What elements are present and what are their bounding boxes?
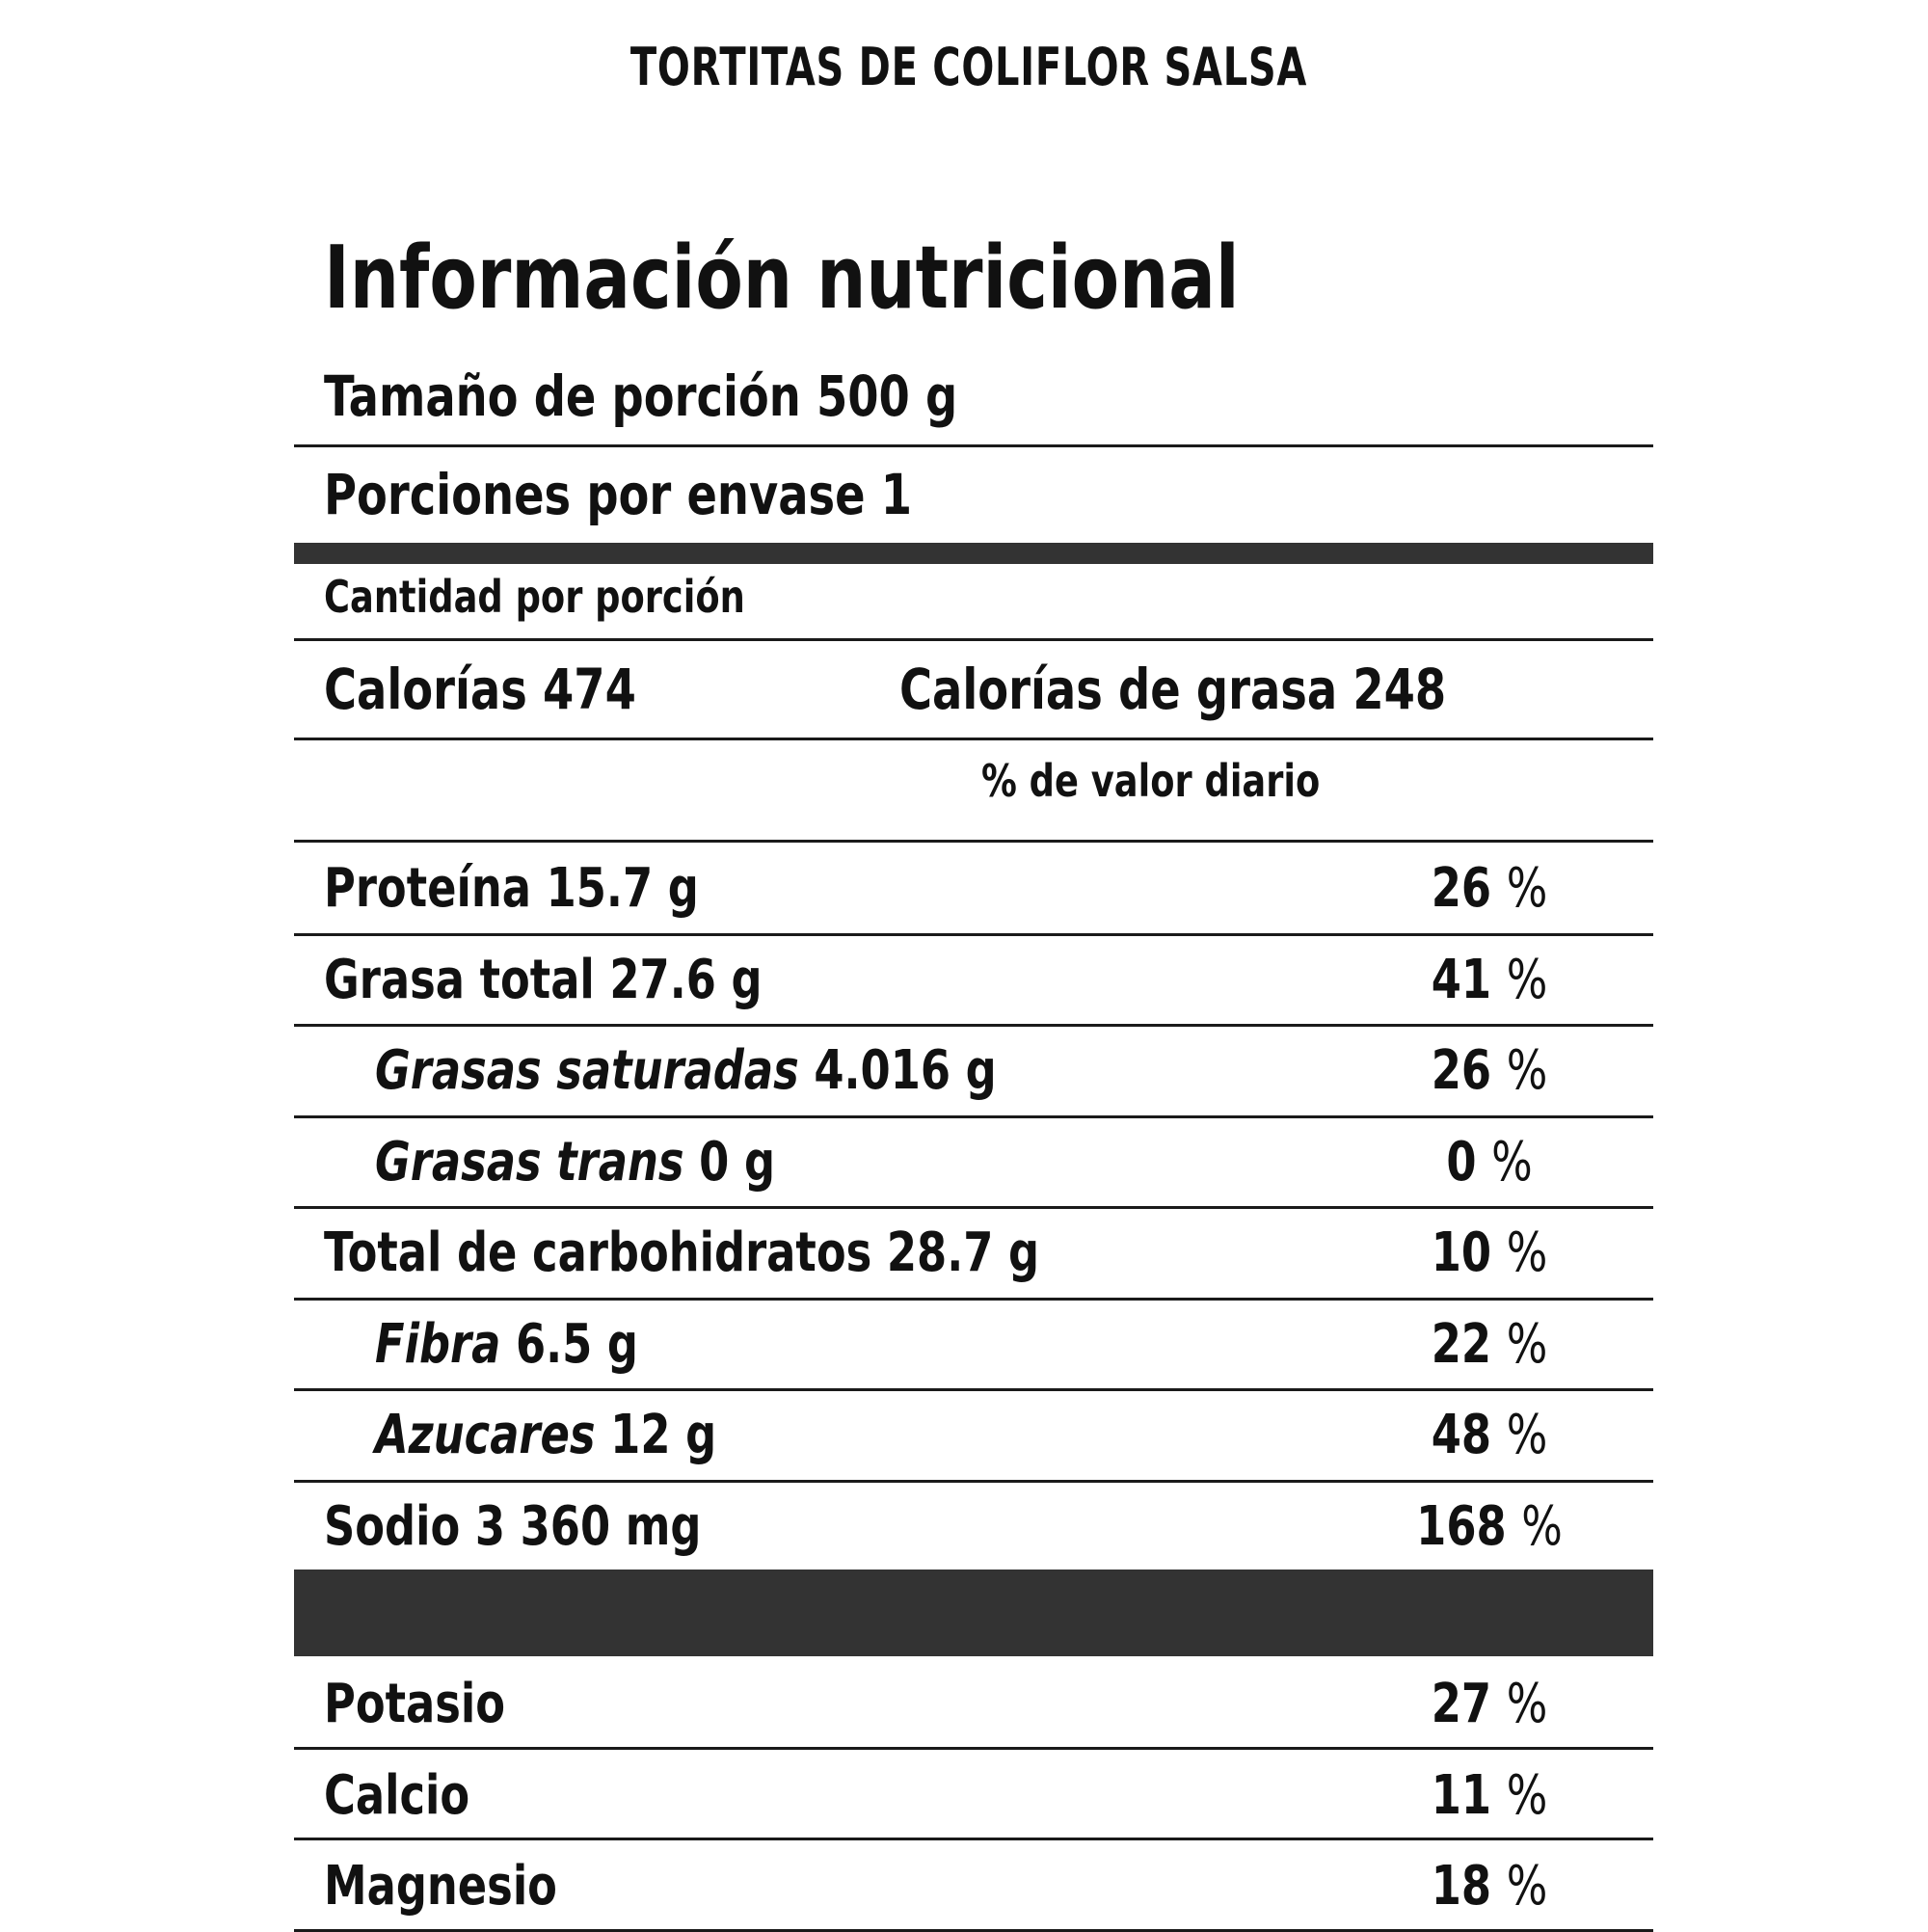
percent-sign: % [1506, 1855, 1548, 1918]
percent-sign: % [1506, 1404, 1548, 1466]
nutrient-name: Grasa total [324, 948, 595, 1011]
divider [294, 1115, 1653, 1118]
percent-sign: % [1506, 1221, 1548, 1284]
percent-value: 48 [1431, 1404, 1492, 1466]
nutrient-amount: 28.7 [886, 1221, 994, 1284]
nutrient-amount: 6.5 [515, 1312, 593, 1376]
nutrient-unit: g [965, 1039, 997, 1102]
nutrition-facts-label [294, 0, 1653, 1928]
daily-value-percent [1405, 948, 1574, 1011]
daily-value-header: % de valor diario [981, 755, 1321, 807]
divider [294, 840, 1653, 843]
percent-sign: % [1491, 1130, 1533, 1194]
nutrient-name: Grasas saturadas [375, 1039, 799, 1102]
percent-value: 18 [1431, 1855, 1492, 1918]
nutrient-name: Proteína [324, 857, 531, 920]
daily-value-percent [1405, 1039, 1574, 1102]
nutrient-amount: 4.016 [814, 1039, 951, 1102]
divider [294, 738, 1653, 740]
mineral-name: Potasio [324, 1673, 506, 1735]
nutrient-name: Grasas trans [375, 1130, 684, 1194]
percent-value: 0 [1446, 1130, 1477, 1194]
nutrient-name: Azucares [375, 1404, 596, 1466]
daily-value-percent [1405, 1312, 1574, 1376]
divider [294, 1838, 1653, 1840]
nutrient-name: Fibra [375, 1312, 501, 1376]
nutrient-row [375, 1130, 776, 1194]
nutrient-unit: g [685, 1404, 717, 1466]
nutrient-row [324, 857, 699, 920]
divider [294, 933, 1653, 936]
percent-value: 27 [1431, 1673, 1492, 1735]
divider [294, 1747, 1653, 1750]
nutrient-unit: g [743, 1130, 776, 1194]
percent-sign: % [1506, 948, 1548, 1011]
divider [294, 1298, 1653, 1301]
thick-divider [294, 543, 1653, 564]
calories-from-fat: Calorías de grasa 248 [899, 657, 1447, 722]
daily-value-percent [1405, 1494, 1574, 1558]
divider [294, 1929, 1653, 1932]
label-title: Información nutricional [324, 228, 1240, 329]
divider [294, 1206, 1653, 1209]
percent-value: 11 [1431, 1763, 1492, 1827]
nutrient-name: Total de carbohidratos [324, 1221, 872, 1284]
daily-value-percent [1405, 1130, 1574, 1194]
percent-sign: % [1506, 1312, 1548, 1376]
percent-value: 41 [1431, 948, 1492, 1011]
nutrient-amount: 0 [699, 1130, 730, 1194]
daily-value-percent [1405, 1855, 1574, 1918]
percent-sign: % [1506, 1763, 1548, 1827]
percent-sign: % [1506, 1673, 1548, 1735]
percent-value: 10 [1431, 1221, 1492, 1284]
daily-value-percent [1405, 1221, 1574, 1284]
divider [294, 1388, 1653, 1391]
nutrient-row [324, 1494, 702, 1558]
nutrient-amount: 27.6 [609, 948, 716, 1011]
percent-value: 22 [1431, 1312, 1492, 1376]
serving-size: Tamaño de porción 500 g [324, 363, 958, 429]
nutrient-row [324, 1221, 1040, 1284]
percent-value: 26 [1431, 1039, 1492, 1102]
daily-value-percent [1405, 1763, 1574, 1827]
nutrient-unit: g [1008, 1221, 1040, 1284]
percent-sign: % [1506, 1039, 1548, 1102]
daily-value-percent [1405, 1673, 1574, 1735]
nutrient-row [375, 1404, 717, 1466]
percent-value: 26 [1431, 857, 1492, 920]
nutrient-row [375, 1312, 638, 1376]
nutrient-unit: g [667, 857, 699, 920]
nutrient-unit: g [731, 948, 763, 1011]
divider [294, 1024, 1653, 1027]
divider [294, 1480, 1653, 1483]
nutrient-amount: 3 360 [474, 1494, 611, 1558]
nutrient-row [375, 1039, 997, 1102]
servings-per-container: Porciones por envase 1 [324, 462, 913, 527]
divider [294, 638, 1653, 641]
calories: Calorías 474 [324, 657, 636, 722]
percent-sign: % [1506, 857, 1548, 920]
mineral-name: Calcio [324, 1763, 470, 1827]
percent-value: 168 [1416, 1494, 1507, 1558]
mineral-name: Magnesio [324, 1855, 557, 1918]
nutrient-amount: 15.7 [546, 857, 654, 920]
divider [294, 444, 1653, 447]
daily-value-percent [1405, 857, 1574, 920]
daily-value-percent [1405, 1404, 1574, 1466]
percent-sign: % [1521, 1494, 1563, 1558]
nutrient-row [324, 948, 763, 1011]
nutrient-amount: 12 [610, 1404, 671, 1466]
nutrient-unit: g [606, 1312, 638, 1376]
amount-per-serving: Cantidad por porción [324, 571, 745, 623]
nutrient-name: Sodio [324, 1494, 461, 1558]
section-bar [294, 1570, 1653, 1656]
nutrient-unit: mg [625, 1494, 702, 1558]
product-title: TORTITAS DE COLIFLOR SALSA [629, 37, 1308, 97]
